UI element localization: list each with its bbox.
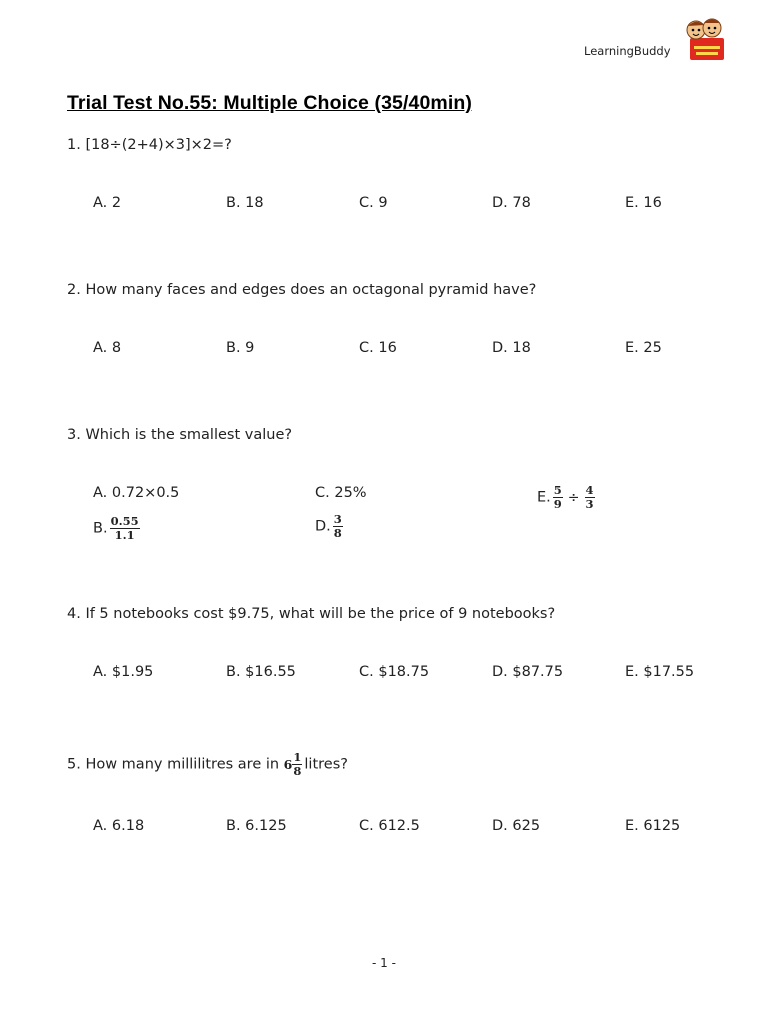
fraction-denominator: 8 xyxy=(333,526,342,541)
q5-option-b: B. 6.125 xyxy=(226,818,287,834)
question-5-text-start: 5. How many millilitres are in xyxy=(67,756,280,773)
q3-option-e-fraction-1 xyxy=(553,484,563,511)
q4-option-a: A. $1.95 xyxy=(93,664,154,680)
q1-option-c: C. 9 xyxy=(359,195,388,211)
brand-name: LearningBuddy xyxy=(584,44,671,58)
q1-option-b: B. 18 xyxy=(226,195,264,211)
fraction-numerator: 5 xyxy=(553,483,562,497)
q3-option-d xyxy=(315,513,345,540)
q3-option-e-fraction-2 xyxy=(585,484,595,511)
q1-option-d: D. 78 xyxy=(492,195,531,211)
q2-option-c: C. 16 xyxy=(359,340,397,356)
fraction-numerator: 1 xyxy=(293,750,302,764)
fraction-denominator: 8 xyxy=(293,764,302,779)
q3-option-a: A. 0.72×0.5 xyxy=(93,485,180,501)
q4-option-b: B. $16.55 xyxy=(226,664,296,680)
q1-option-e: E. 16 xyxy=(625,195,662,211)
q5-option-c: C. 612.5 xyxy=(359,818,420,834)
q3-option-b-label: B. xyxy=(93,520,108,537)
q4-option-d: D. $87.75 xyxy=(492,664,564,680)
q3-option-c: C. 25% xyxy=(315,485,367,501)
q2-option-a: A. 8 xyxy=(93,340,122,356)
fraction-denominator: 9 xyxy=(553,497,562,512)
q4-option-e: E. $17.55 xyxy=(625,664,695,680)
fraction-numerator: 0.55 xyxy=(110,514,139,528)
fraction-numerator: 4 xyxy=(585,483,594,497)
q3-option-d-label: D. xyxy=(315,518,331,535)
mixed-number-fraction xyxy=(292,751,302,778)
q3-option-b-fraction xyxy=(110,515,140,542)
fraction-numerator: 3 xyxy=(333,512,342,526)
question-5-text-end: litres? xyxy=(304,756,348,773)
page-title: Trial Test No.55: Multiple Choice (35/40min) xyxy=(67,92,472,114)
question-4-prompt: 4. If 5 notebooks cost $9.75, what will be the price of 9 notebooks? xyxy=(67,606,556,622)
q4-option-c: C. $18.75 xyxy=(359,664,430,680)
q5-option-d: D. 625 xyxy=(492,818,541,834)
question-5-prompt xyxy=(67,751,348,778)
question-3-prompt: 3. Which is the smallest value? xyxy=(67,427,293,443)
q3-option-d-fraction xyxy=(333,513,343,540)
q2-option-b: B. 9 xyxy=(226,340,255,356)
q3-option-b xyxy=(93,515,142,542)
q2-option-d: D. 18 xyxy=(492,340,531,356)
page-number: - 1 - xyxy=(372,956,396,970)
question-2-prompt: 2. How many faces and edges does an octagonal pyramid have? xyxy=(67,282,537,298)
fraction-denominator: 3 xyxy=(585,497,594,512)
q1-option-a: A. 2 xyxy=(93,195,122,211)
learningbuddy-logo-icon xyxy=(680,16,728,64)
divide-sign: ÷ xyxy=(567,489,580,506)
mixed-number-whole: 6 xyxy=(283,757,293,773)
q5-option-a: A. 6.18 xyxy=(93,818,145,834)
q2-option-e: E. 25 xyxy=(625,340,662,356)
q3-option-e-label: E. xyxy=(537,489,551,506)
fraction-denominator: 1.1 xyxy=(114,528,135,543)
q5-option-e: E. 6125 xyxy=(625,818,681,834)
question-1-prompt: 1. [18÷(2+4)×3]×2=? xyxy=(67,137,232,153)
q3-option-e xyxy=(537,484,597,511)
